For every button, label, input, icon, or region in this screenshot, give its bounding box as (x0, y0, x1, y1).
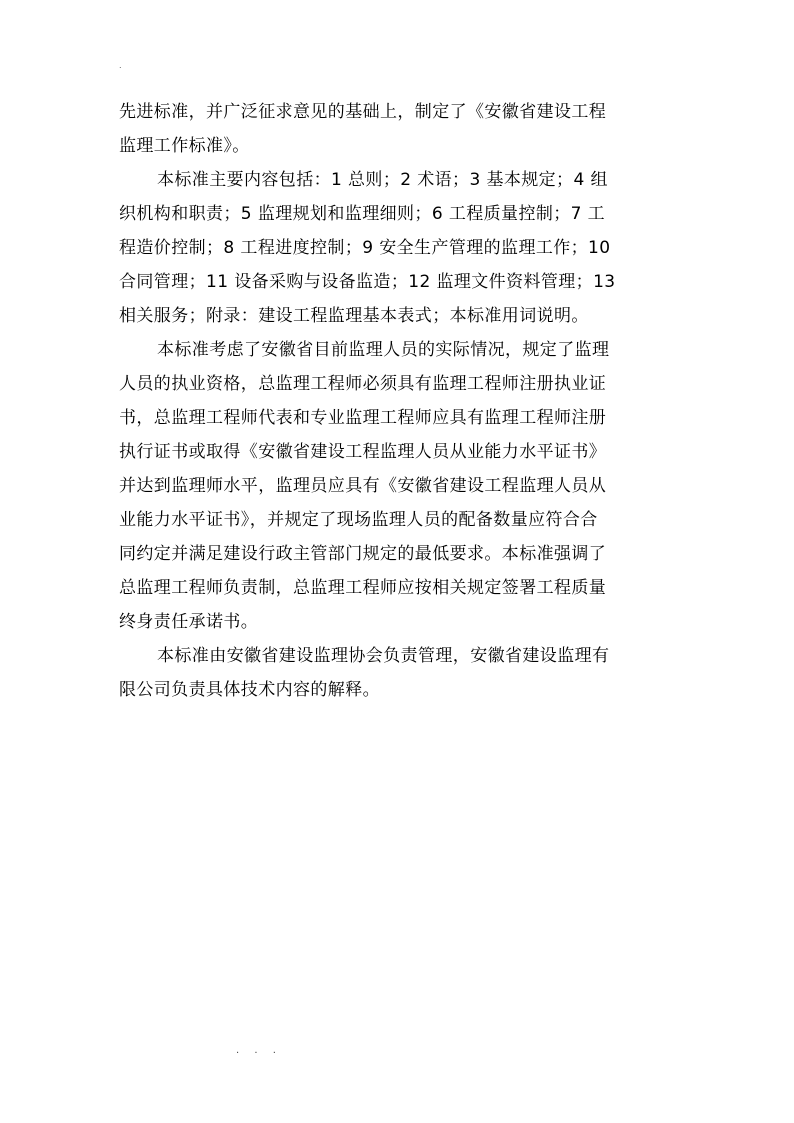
text-line: 相关服务；附录：建设工程监理基本表式；本标准用词说明。 (119, 306, 589, 326)
text-line: 同约定并满足建设行政主管部门规定的最低要求。本标准强调了 (119, 544, 607, 564)
text-line: 总监理工程师负责制，总监理工程师应按相关规定签署工程质量 (119, 578, 607, 598)
text-line: 合同管理；11 设备采购与设备监造；12 监理文件资料管理；13 (119, 272, 616, 292)
text-line: 程造价控制；8 工程进度控制；9 安全生产管理的监理工作；10 (119, 238, 611, 258)
text-line: 执行证书或取得《安徽省建设工程监理人员从业能力水平证书》 (119, 442, 607, 462)
text-line: 本标准由安徽省建设监理协会负责管理，安徽省建设监理有 (157, 646, 610, 666)
footer-dots: . . . (236, 1045, 282, 1056)
text-line: 本标准考虑了安徽省目前监理人员的实际情况，规定了监理 (157, 340, 610, 360)
text-line: 并达到监理师水平，监理员应具有《安徽省建设工程监理人员从 (119, 476, 607, 496)
paragraph-qualifications (119, 333, 679, 639)
text-line: 监理工作标准》。 (119, 136, 250, 156)
paragraph-intro-continuation (119, 95, 679, 163)
text-line: 本标准主要内容包括：1 总则；2 术语；3 基本规定；4 组 (157, 170, 608, 190)
text-line: 先进标准，并广泛征求意见的基础上，制定了《安徽省建设工程 (119, 102, 607, 122)
text-line: 人员的执业资格，总监理工程师必须具有监理工程师注册执业证 (119, 374, 607, 394)
text-line: 织机构和职责；5 监理规划和监理细则；6 工程质量控制；7 工 (119, 204, 606, 224)
paragraph-contents (119, 163, 679, 333)
text-line: 限公司负责具体技术内容的解释。 (119, 680, 380, 700)
body-text (119, 95, 679, 707)
paragraph-management (119, 639, 679, 707)
text-line: 业能力水平证书》，并规定了现场监理人员的配备数量应符合合 (119, 510, 598, 530)
corner-mark: . (119, 61, 122, 70)
text-line: 终身责任承诺书。 (119, 612, 259, 632)
text-line: 书，总监理工程师代表和专业监理工程师应具有监理工程师注册 (119, 408, 607, 428)
